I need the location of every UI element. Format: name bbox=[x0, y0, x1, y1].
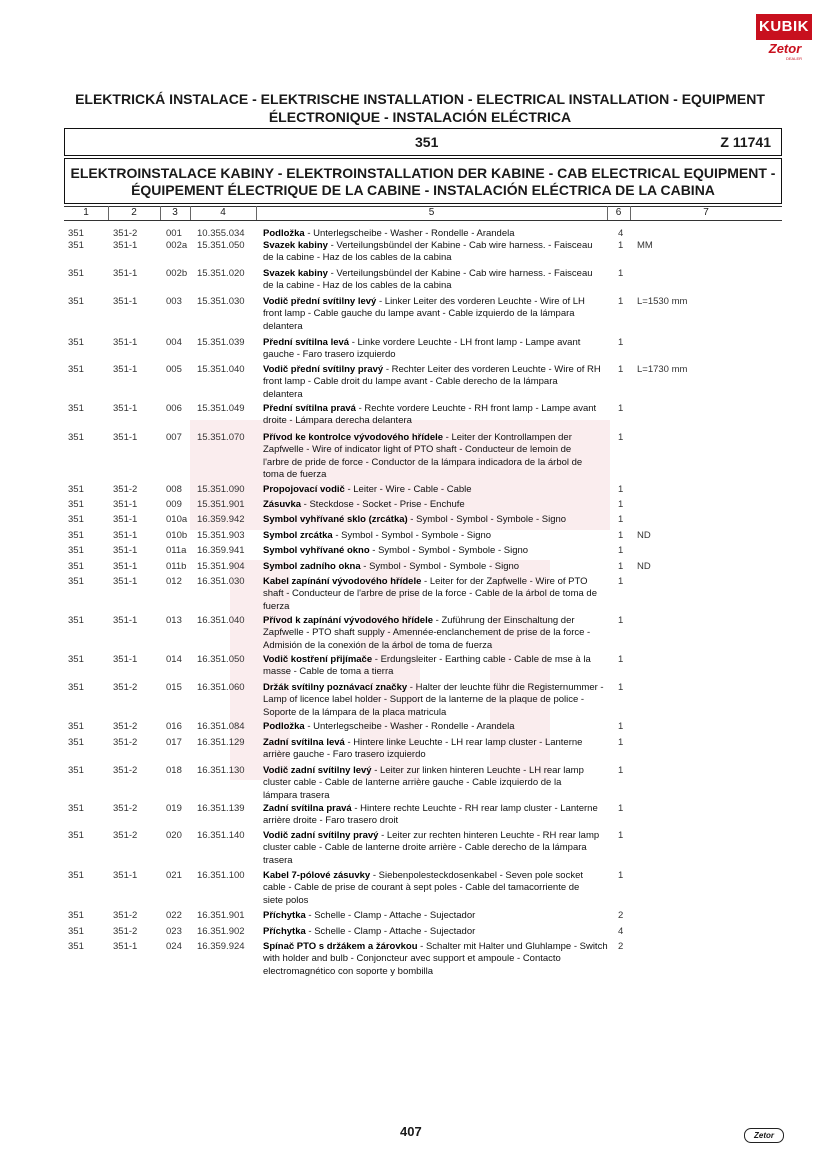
cell-c6: 1 bbox=[618, 654, 624, 665]
cell-c4: 16.351.901 bbox=[197, 910, 245, 921]
cell-description bbox=[263, 576, 608, 613]
cell-c6: 1 bbox=[618, 337, 624, 348]
cell-c3: 015 bbox=[166, 682, 182, 693]
cell-c2: 351-1 bbox=[113, 576, 138, 587]
cell-c2: 351-1 bbox=[113, 561, 138, 572]
description-line: Vodič přední svítilny pravý - Rechter Leiter des vorderen Leuchte - Wire of RH bbox=[263, 364, 601, 375]
cell-c1: 351 bbox=[68, 941, 84, 952]
cell-c3: 021 bbox=[166, 870, 182, 881]
column-header-6: 6 bbox=[615, 207, 622, 218]
cell-c2: 351-1 bbox=[113, 240, 138, 251]
description-line: droite - Lámpara derecha delantera bbox=[263, 415, 412, 427]
cell-c4: 10.355.034 bbox=[197, 228, 245, 239]
description-line: Soporte de la lámpara de la placa matricula bbox=[263, 706, 447, 718]
section-line-1: ELEKTROINSTALACE KABINY - ELEKTROINSTALLATION DER KABINE - CAB ELECTRICAL EQUIPMENT - bbox=[70, 165, 776, 181]
cell-c3: 014 bbox=[166, 654, 182, 665]
cell-c6: 1 bbox=[618, 268, 624, 279]
cell-c3: 019 bbox=[166, 803, 182, 814]
title-line-1: ELEKTRICKÁ INSTALACE - ELEKTRISCHE INSTALLATION - ELECTRICAL INSTALLATION - EQUIPMENT bbox=[75, 91, 765, 107]
cell-c3: 002a bbox=[166, 240, 188, 251]
cell-c1: 351 bbox=[68, 615, 84, 626]
cell-c3: 010a bbox=[166, 514, 188, 525]
description-line: shaft - Conducteur de l'arbre de prise de la force - Cable de la árbol de toma de bbox=[263, 588, 597, 600]
cell-c1: 351 bbox=[68, 654, 84, 665]
cell-c6: 1 bbox=[618, 530, 624, 541]
cell-c3: 006 bbox=[166, 403, 182, 414]
cell-c1: 351 bbox=[68, 721, 84, 732]
cell-c2: 351-1 bbox=[113, 615, 138, 626]
cell-c1: 351 bbox=[68, 240, 84, 251]
cell-c6: 4 bbox=[618, 228, 624, 239]
cell-c6: 1 bbox=[618, 721, 624, 732]
description-line: arrière gauche - Faro trasero izquierdo bbox=[263, 749, 426, 761]
cell-c4: 16.359.942 bbox=[197, 514, 245, 525]
page-number: 407 bbox=[400, 1124, 422, 1139]
description-line: siete polos bbox=[263, 894, 309, 906]
description-line: cable - Cable de prise de courant à sept poles - Cable del tamacorriente de bbox=[263, 882, 580, 894]
kubik-zetor-logo bbox=[756, 14, 812, 64]
description-line: Zapfwelle - PTO shaft supply - Amennée-enclanchement de prise de la force - bbox=[263, 627, 591, 639]
description-line: Zadní svítilna pravá - Hintere rechte Leuchte - RH rear lamp cluster - Lanterne bbox=[263, 803, 598, 814]
group-number: 351 bbox=[415, 134, 439, 150]
description-line: Kabel 7-pólové zásuvky - Siebenpolesteckdosenkabel - Seven pole socket bbox=[263, 870, 584, 881]
cell-c2: 351-1 bbox=[113, 499, 138, 510]
cell-description bbox=[263, 240, 608, 265]
cell-c4: 16.351.139 bbox=[197, 803, 245, 814]
cell-c6: 1 bbox=[618, 240, 624, 251]
column-header-4: 4 bbox=[220, 207, 226, 218]
cell-c1: 351 bbox=[68, 803, 84, 814]
cell-description bbox=[263, 910, 608, 922]
description-line: Symbol vyhřívané okno - Symbol - Symbol - Symbole - Signo bbox=[263, 545, 529, 556]
cell-c3: 018 bbox=[166, 765, 182, 776]
cell-c2: 351-2 bbox=[113, 682, 138, 693]
cell-c3: 005 bbox=[166, 364, 182, 375]
cell-c3: 004 bbox=[166, 337, 182, 348]
cell-c1: 351 bbox=[68, 765, 84, 776]
description-line: delantera bbox=[263, 320, 303, 332]
description-line: Přední svítilna pravá - Rechte vordere Leuchte - RH front lamp - Lampe avant bbox=[263, 403, 597, 414]
cell-c1: 351 bbox=[68, 576, 84, 587]
description-line: Propojovací vodič - Leiter - Wire - Cable - Cable bbox=[263, 484, 472, 495]
column-header-7: 7 bbox=[703, 207, 709, 218]
cell-c4: 15.351.070 bbox=[197, 432, 245, 443]
cell-description bbox=[263, 803, 608, 828]
cell-c2: 351-1 bbox=[113, 296, 138, 307]
header-bottom-rule bbox=[64, 220, 782, 221]
cell-c4: 15.351.903 bbox=[197, 530, 245, 541]
cell-c4: 15.351.049 bbox=[197, 403, 245, 414]
description-line: Vodič kostření přijímače - Erdungsleiter - Earthing cable - Cable de mse à la bbox=[263, 654, 591, 665]
description-line: Symbol vyhřívané sklo (zrcátka) - Symbol - Symbol - Symbole - Signo bbox=[263, 514, 567, 525]
cell-c1: 351 bbox=[68, 364, 84, 375]
description-line: Vodič zadní svítilny levý - Leiter zur linken hinteren Leuchte - LH rear lamp bbox=[263, 765, 584, 776]
cell-c4: 16.351.130 bbox=[197, 765, 245, 776]
cell-c2: 351-1 bbox=[113, 432, 138, 443]
cell-c1: 351 bbox=[68, 737, 84, 748]
cell-c3: 002b bbox=[166, 268, 188, 279]
cell-c4: 15.351.039 bbox=[197, 337, 245, 348]
description-line: Zadní svítilna levá - Hintere linke Leuchte - LH rear lamp cluster - Lanterne bbox=[263, 737, 583, 748]
cell-c3: 011a bbox=[166, 545, 187, 556]
cell-c3: 012 bbox=[166, 576, 182, 587]
cell-c7: L=1730 mm bbox=[637, 364, 688, 375]
cell-c4: 15.351.050 bbox=[197, 240, 245, 251]
cell-description bbox=[263, 615, 608, 652]
cell-c2: 351-2 bbox=[113, 803, 138, 814]
cell-c6: 2 bbox=[618, 941, 624, 952]
group-code: Z 11741 bbox=[720, 134, 771, 150]
cell-c2: 351-1 bbox=[113, 364, 138, 375]
cell-c6: 1 bbox=[618, 432, 624, 443]
cell-c6: 1 bbox=[618, 615, 624, 626]
cell-c1: 351 bbox=[68, 926, 84, 937]
cell-c2: 351-2 bbox=[113, 721, 138, 732]
cell-c1: 351 bbox=[68, 337, 84, 348]
cell-c2: 351-1 bbox=[113, 403, 138, 414]
cell-c3: 022 bbox=[166, 910, 182, 921]
description-line: Příchytka - Schelle - Clamp - Attache - Sujectador bbox=[263, 910, 476, 921]
cell-c2: 351-2 bbox=[113, 765, 138, 776]
cell-c2: 351-1 bbox=[113, 530, 138, 541]
description-line: Podložka - Unterlegscheibe - Washer - Rondelle - Arandela bbox=[263, 228, 515, 239]
cell-description bbox=[263, 228, 608, 240]
cell-c2: 351-1 bbox=[113, 337, 138, 348]
cell-c4: 15.351.090 bbox=[197, 484, 245, 495]
description-line: Přívod k zapínání vývodového hřídele - Zuführung der Einschaltung der bbox=[263, 615, 575, 626]
description-line: front lamp - Cable droit du lampe avant - Cable derecho de la lámpara bbox=[263, 376, 558, 388]
description-line: Lamp of licence label holder - Support de la lanterne de la plaque de police - bbox=[263, 694, 585, 706]
column-header-3: 3 bbox=[172, 207, 178, 218]
column-header-5: 5 bbox=[428, 207, 435, 218]
description-line: Vodič přední svítilny levý - Linker Leiter des vorderen Leuchte - Wire of LH bbox=[263, 296, 585, 307]
cell-c6: 1 bbox=[618, 682, 624, 693]
description-line: Symbol zrcátka - Symbol - Symbol - Symbole - Signo bbox=[263, 530, 492, 541]
description-line: fuerza bbox=[263, 600, 290, 612]
description-line: arrière droite - Faro trasero droit bbox=[263, 815, 399, 827]
description-line: de la cabine - Haz de los cables de la cabina bbox=[263, 252, 452, 264]
cell-c1: 351 bbox=[68, 545, 84, 556]
cell-c4: 16.351.084 bbox=[197, 721, 245, 732]
cell-c4: 15.351.020 bbox=[197, 268, 245, 279]
cell-description bbox=[263, 530, 608, 542]
zetor-footer-logo: Zetor bbox=[744, 1128, 784, 1143]
cell-c3: 013 bbox=[166, 615, 182, 626]
cell-c4: 16.351.902 bbox=[197, 926, 245, 937]
cell-c6: 2 bbox=[618, 910, 624, 921]
cell-description bbox=[263, 682, 608, 719]
logo-tag: DEALER bbox=[786, 56, 803, 61]
cell-c4: 16.351.100 bbox=[197, 870, 245, 881]
cell-c2: 351-1 bbox=[113, 654, 138, 665]
cell-c3: 009 bbox=[166, 499, 182, 510]
cell-description bbox=[263, 561, 608, 573]
cell-c7: ND bbox=[637, 530, 651, 541]
cell-description bbox=[263, 432, 608, 481]
description-line: trasera bbox=[263, 854, 293, 866]
cell-c2: 351-2 bbox=[113, 484, 138, 495]
column-header-1: 1 bbox=[83, 207, 89, 218]
cell-c1: 351 bbox=[68, 530, 84, 541]
cell-c4: 16.359.924 bbox=[197, 941, 245, 952]
cell-c3: 001 bbox=[166, 228, 182, 239]
cell-c4: 16.351.060 bbox=[197, 682, 245, 693]
description-line: Příchytka - Schelle - Clamp - Attache - Sujectador bbox=[263, 926, 476, 937]
cell-description bbox=[263, 830, 608, 867]
cell-c6: 1 bbox=[618, 484, 624, 495]
description-line: cluster cable - Cable de lanterne droite arrière - Cable derecho de la lámpara bbox=[263, 842, 587, 854]
cell-c1: 351 bbox=[68, 228, 84, 239]
description-line: Spínač PTO s držákem a žárovkou - Schalter mit Halter und Gluhlampe - Switch bbox=[263, 941, 608, 952]
cell-c1: 351 bbox=[68, 682, 84, 693]
description-line: Svazek kabiny - Verteilungsbündel der Kabine - Cab wire harness. - Faisceau bbox=[263, 268, 593, 279]
cell-c2: 351-2 bbox=[113, 737, 138, 748]
description-line: de la cabine - Haz de los cables de la cabina bbox=[263, 280, 452, 292]
cell-c4: 16.351.030 bbox=[197, 576, 245, 587]
logo-partner: Zetor bbox=[768, 41, 802, 56]
cell-description bbox=[263, 268, 608, 293]
cell-c4: 16.351.140 bbox=[197, 830, 245, 841]
cell-description bbox=[263, 484, 608, 496]
cell-c3: 017 bbox=[166, 737, 182, 748]
cell-c2: 351-1 bbox=[113, 268, 138, 279]
cell-description bbox=[263, 337, 608, 362]
cell-c2: 351-1 bbox=[113, 941, 138, 952]
cell-c6: 1 bbox=[618, 364, 624, 375]
cell-c2: 351-1 bbox=[113, 514, 138, 525]
cell-description bbox=[263, 737, 608, 762]
cell-c3: 008 bbox=[166, 484, 182, 495]
description-line: front lamp - Cable gauche du lampe avant - Cable izquierdo de la lámpara bbox=[263, 308, 575, 320]
description-line: gauche - Faro trasero izquierdo bbox=[263, 349, 396, 361]
description-line: Svazek kabiny - Verteilungsbündel der Kabine - Cab wire harness. - Faisceau bbox=[263, 240, 593, 251]
cell-description bbox=[263, 926, 608, 938]
cell-c1: 351 bbox=[68, 268, 84, 279]
cell-c6: 1 bbox=[618, 499, 624, 510]
cell-description bbox=[263, 403, 608, 428]
description-line: l'arbre de pride de force - Conductor de la lámpara indicadora de la árbol de bbox=[263, 456, 583, 468]
cell-c2: 351-2 bbox=[113, 926, 138, 937]
cell-c4: 16.351.040 bbox=[197, 615, 245, 626]
cell-c6: 1 bbox=[618, 561, 624, 572]
cell-c7: ND bbox=[637, 561, 651, 572]
cell-c4: 16.359.941 bbox=[197, 545, 245, 556]
description-line: Kabel zapínání vývodového hřídele - Leiter for der Zapfwelle - Wire of PTO bbox=[263, 576, 588, 587]
cell-description bbox=[263, 545, 608, 557]
logo-brand: KUBIK bbox=[756, 14, 812, 40]
cell-c6: 1 bbox=[618, 296, 624, 307]
description-line: Držák svítilny poznávací značky - Halter der leuchte führ die Registernummer - bbox=[263, 682, 604, 693]
description-line: cluster cable - Cable de lanterne arrière gauche - Cable izquierdo de la bbox=[263, 777, 562, 789]
cell-c3: 003 bbox=[166, 296, 182, 307]
title-line-2: ÉLECTRONIQUE - INSTALACIÓN ELÉCTRICA bbox=[268, 109, 572, 125]
cell-c3: 020 bbox=[166, 830, 182, 841]
description-line: electromagnético con soporte y bombilla bbox=[263, 965, 434, 977]
description-line: Podložka - Unterlegscheibe - Washer - Rondelle - Arandela bbox=[263, 721, 515, 732]
cell-c4: 15.351.904 bbox=[197, 561, 245, 572]
cell-c1: 351 bbox=[68, 870, 84, 881]
cell-c4: 15.351.901 bbox=[197, 499, 245, 510]
cell-c6: 1 bbox=[618, 403, 624, 414]
description-line: delantera bbox=[263, 388, 303, 400]
cell-description bbox=[263, 654, 608, 679]
description-line: Přední svítilna levá - Linke vordere Leuchte - LH front lamp - Lampe avant bbox=[263, 337, 581, 348]
cell-description bbox=[263, 499, 608, 511]
description-line: masse - Cable de toma a tierra bbox=[263, 666, 394, 678]
description-line: Admisión de la conexión de la árbol de toma de fuerza bbox=[263, 639, 493, 651]
cell-c3: 011b bbox=[166, 561, 187, 572]
cell-c1: 351 bbox=[68, 514, 84, 525]
cell-c6: 1 bbox=[618, 765, 624, 776]
cell-description bbox=[263, 765, 608, 802]
cell-c2: 351-1 bbox=[113, 870, 138, 881]
section-box bbox=[64, 158, 782, 204]
description-line: toma de fuerza bbox=[263, 468, 327, 480]
cell-c1: 351 bbox=[68, 561, 84, 572]
cell-c7: MM bbox=[637, 240, 653, 251]
cell-c1: 351 bbox=[68, 484, 84, 495]
cell-c1: 351 bbox=[68, 296, 84, 307]
description-line: with holder and bulb - Conjoncteur avec support et ampoule - Contacto bbox=[263, 953, 561, 965]
cell-c2: 351-2 bbox=[113, 228, 138, 239]
description-line: lámpara trasera bbox=[263, 789, 330, 801]
cell-description bbox=[263, 721, 608, 733]
cell-c4: 16.351.050 bbox=[197, 654, 245, 665]
cell-c1: 351 bbox=[68, 432, 84, 443]
column-header-2: 2 bbox=[131, 207, 137, 218]
cell-description bbox=[263, 514, 608, 526]
cell-c1: 351 bbox=[68, 830, 84, 841]
cell-description bbox=[263, 941, 608, 978]
cell-description bbox=[263, 296, 608, 333]
cell-c1: 351 bbox=[68, 403, 84, 414]
cell-c6: 1 bbox=[618, 870, 624, 881]
cell-c4: 15.351.030 bbox=[197, 296, 245, 307]
section-line-2: ÉQUIPEMENT ÉLECTRIQUE DE LA CABINE - INSTALACIÓN ELÉCTRICA DE LA CABINA bbox=[131, 182, 715, 198]
cell-c6: 1 bbox=[618, 803, 624, 814]
cell-c3: 007 bbox=[166, 432, 182, 443]
cell-c3: 016 bbox=[166, 721, 182, 732]
group-box bbox=[64, 128, 782, 156]
cell-c6: 1 bbox=[618, 576, 624, 587]
description-line: Zapfwelle - Wire of indicator light of PTO shaft - Conducteur de lemoin de bbox=[263, 444, 572, 456]
cell-c2: 351-2 bbox=[113, 910, 138, 921]
cell-c1: 351 bbox=[68, 910, 84, 921]
description-line: Zásuvka - Steckdose - Socket - Prise - Enchufe bbox=[263, 499, 465, 510]
cell-c4: 15.351.040 bbox=[197, 364, 245, 375]
cell-description bbox=[263, 364, 608, 401]
cell-c2: 351-2 bbox=[113, 830, 138, 841]
cell-c6: 1 bbox=[618, 514, 624, 525]
cell-c3: 023 bbox=[166, 926, 182, 937]
cell-c6: 1 bbox=[618, 830, 624, 841]
cell-c4: 16.351.129 bbox=[197, 737, 245, 748]
cell-c3: 010b bbox=[166, 530, 188, 541]
description-line: Vodič zadní svítilny pravý - Leiter zur rechten hinteren Leuchte - RH rear lamp bbox=[263, 830, 600, 841]
cell-c1: 351 bbox=[68, 499, 84, 510]
cell-description bbox=[263, 870, 608, 907]
cell-c6: 1 bbox=[618, 545, 624, 556]
cell-c6: 4 bbox=[618, 926, 624, 937]
cell-c3: 024 bbox=[166, 941, 182, 952]
cell-c7: L=1530 mm bbox=[637, 296, 688, 307]
description-line: Přívod ke kontrolce vývodového hřídele - Leiter der Kontrollampen der bbox=[263, 432, 572, 443]
description-line: Symbol zadního okna - Symbol - Symbol - Symbole - Signo bbox=[263, 561, 520, 572]
cell-c2: 351-1 bbox=[113, 545, 138, 556]
cell-c6: 1 bbox=[618, 737, 624, 748]
